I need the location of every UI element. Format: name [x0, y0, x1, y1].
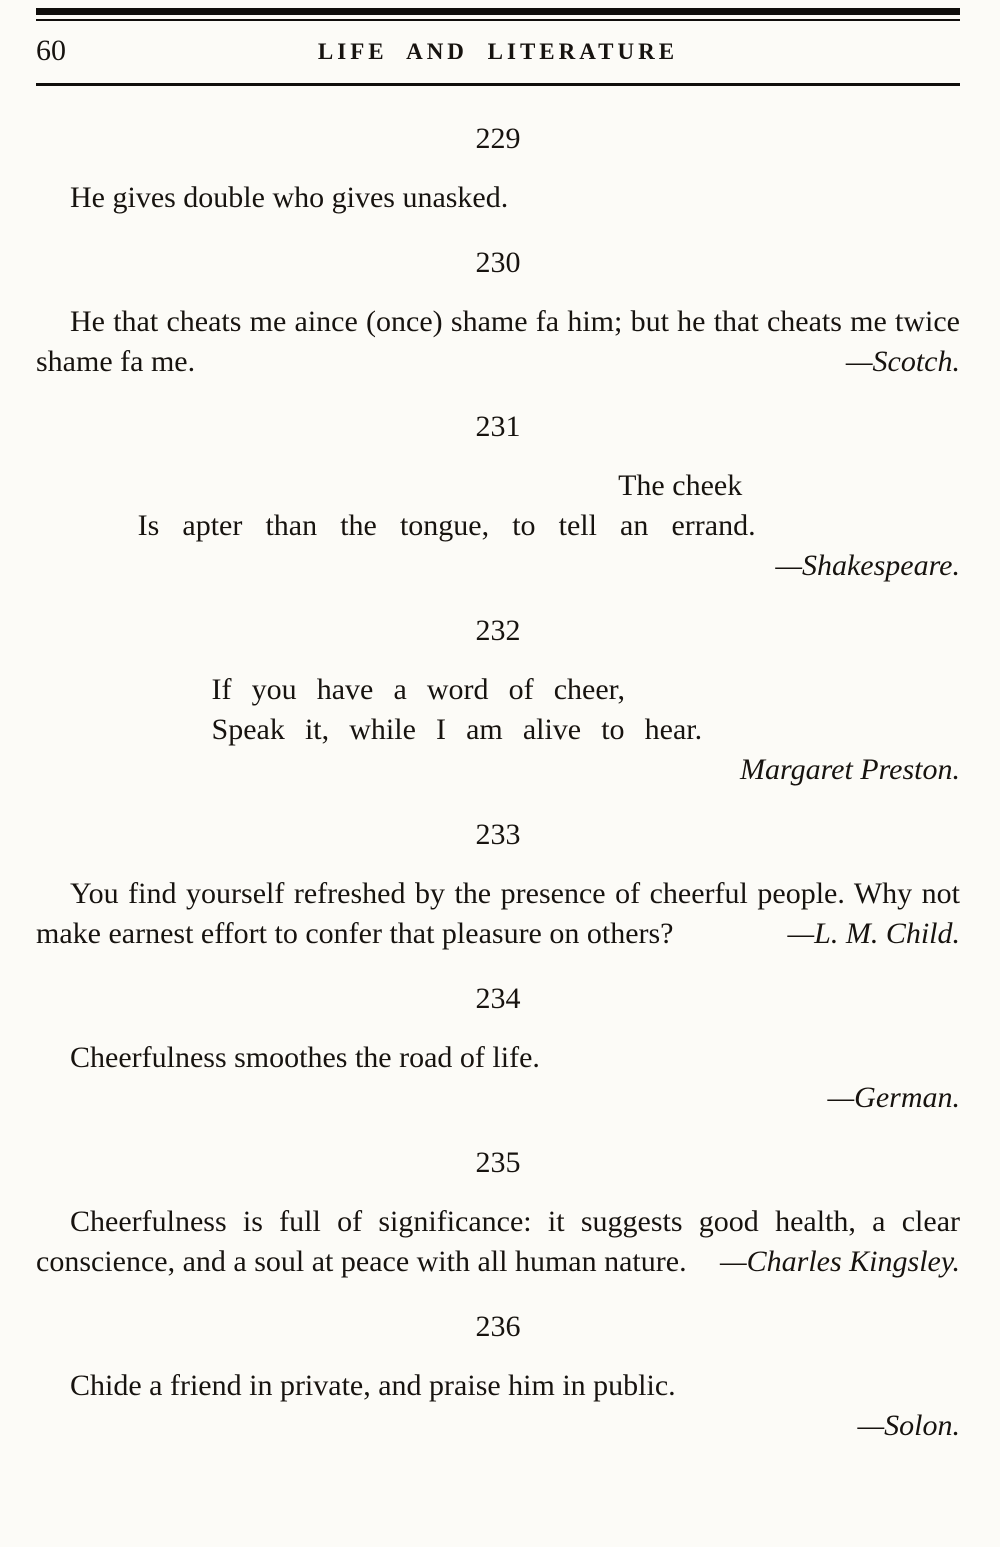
quote-number: 234 — [475, 984, 521, 1015]
quotes-list — [36, 124, 960, 1446]
top-rule-heavy — [36, 8, 960, 15]
attribution: —Charles Kingsley. — [719, 1245, 960, 1278]
verse — [36, 466, 960, 546]
quote-number: 236 — [475, 1312, 521, 1343]
quote-paragraph: He that cheats me aince (once) shame fa him; but he that cheats me twice shame fa me. —Scotch. — [36, 302, 960, 382]
attribution: —Shakespeare. — [775, 549, 960, 582]
quote-entry — [36, 412, 960, 586]
quote-paragraph: You find yourself refreshed by the presence of cheerful people. Why not make earnest effort to confer that pleasure on others? —L. M. Child. — [36, 874, 960, 954]
quote-paragraph: He gives double who gives unasked. — [70, 181, 509, 214]
quote-number: 235 — [475, 1148, 521, 1179]
quote-number: 233 — [475, 820, 521, 851]
quote-paragraph: Chide a friend in private, and praise him in public. — [70, 1369, 676, 1402]
quote-number: 229 — [475, 124, 521, 155]
verse-line: If you have a word of cheer, — [211, 673, 625, 706]
quote-number: 230 — [475, 248, 521, 279]
attribution: —Scotch. — [845, 345, 960, 378]
verse-line: The cheek — [618, 469, 743, 502]
attribution: Margaret Preston. — [740, 753, 960, 786]
quote-paragraph: Cheerfulness is full of significance: it suggests good health, a clear conscience, and a soul at peace with all human nature. —Charles Kingsley. — [36, 1202, 960, 1282]
running-head — [36, 33, 960, 73]
quote-entry — [36, 984, 960, 1118]
attribution: —Solon. — [857, 1409, 960, 1442]
page-number: 60 — [36, 34, 66, 67]
quote-number: 231 — [475, 412, 521, 443]
quote-entry — [36, 820, 960, 954]
header-rule — [36, 83, 960, 86]
running-title: LIFE AND LITERATURE — [317, 39, 679, 64]
verse-line: Is apter than the tongue, to tell an errand. — [137, 509, 756, 542]
attribution: —German. — [827, 1081, 960, 1114]
quote-number: 232 — [475, 616, 521, 647]
verse-line: Speak it, while I am alive to hear. — [211, 713, 703, 746]
verse — [36, 670, 960, 750]
attribution: —L. M. Child. — [787, 917, 960, 950]
quote-entry — [36, 1148, 960, 1282]
quote-entry — [36, 124, 960, 218]
quote-entry — [36, 1312, 960, 1446]
quote-entry — [36, 248, 960, 382]
quote-entry — [36, 616, 960, 790]
top-rule-light — [36, 19, 960, 21]
quote-paragraph: Cheerfulness smoothes the road of life. — [70, 1041, 540, 1074]
